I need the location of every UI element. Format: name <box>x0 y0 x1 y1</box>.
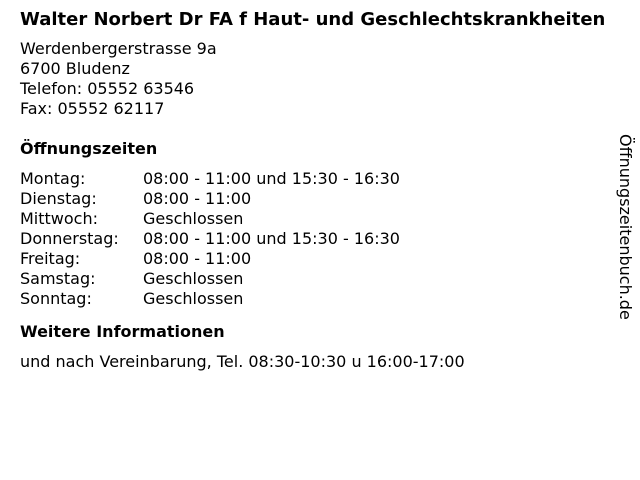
postal-city: 6700 Bludenz <box>20 59 130 78</box>
opening-hours-table <box>20 169 610 309</box>
hours-day: Dienstag: <box>20 189 97 208</box>
street-address: Werdenbergerstrasse 9a <box>20 39 217 58</box>
phone-number: Telefon: 05552 63546 <box>20 79 195 98</box>
hours-time: 08:00 - 11:00 und 15:30 - 16:30 <box>143 229 400 248</box>
opening-hours-heading: Öffnungszeiten <box>20 139 158 158</box>
hours-row-tuesday <box>20 189 610 209</box>
hours-row-monday <box>20 169 610 189</box>
brand-watermark: Öffnungszeitenbuch.de <box>616 134 635 320</box>
hours-time: 08:00 - 11:00 <box>143 249 252 268</box>
hours-day: Donnerstag: <box>20 229 119 248</box>
hours-time: Geschlossen <box>143 289 244 308</box>
fax-number: Fax: 05552 62117 <box>20 99 165 118</box>
business-name: Walter Norbert Dr FA f Haut- und Geschlechtskrankheiten <box>20 9 606 30</box>
hours-time: 08:00 - 11:00 und 15:30 - 16:30 <box>143 169 400 188</box>
hours-day: Montag: <box>20 169 86 188</box>
hours-day: Sonntag: <box>20 289 92 308</box>
hours-time: Geschlossen <box>143 269 244 288</box>
hours-row-thursday <box>20 229 610 249</box>
hours-row-sunday <box>20 289 610 309</box>
business-card <box>20 9 610 372</box>
hours-day: Mittwoch: <box>20 209 98 228</box>
hours-row-friday <box>20 249 610 269</box>
more-info-text: und nach Vereinbarung, Tel. 08:30-10:30 u 16:00-17:00 <box>20 352 465 371</box>
hours-row-wednesday <box>20 209 610 229</box>
hours-row-saturday <box>20 269 610 289</box>
more-info-heading: Weitere Informationen <box>20 322 225 341</box>
hours-time: 08:00 - 11:00 <box>143 189 252 208</box>
hours-day: Freitag: <box>20 249 81 268</box>
address-block <box>20 39 610 119</box>
hours-time: Geschlossen <box>143 209 244 228</box>
hours-day: Samstag: <box>20 269 96 288</box>
